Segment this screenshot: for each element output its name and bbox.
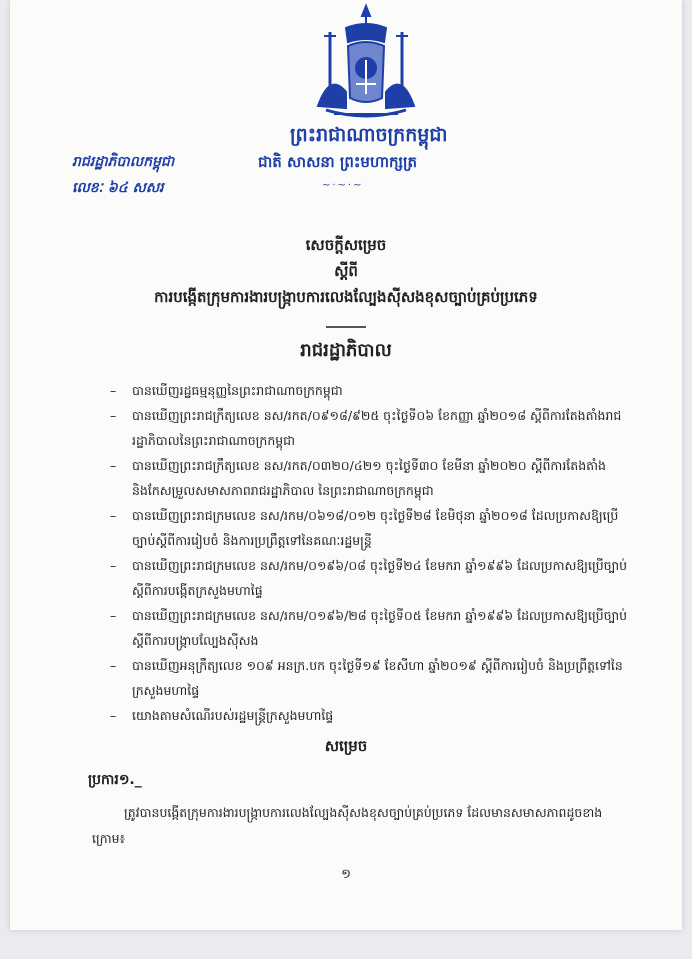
legal-basis-item: – បានឃើញព្រះរាជក្រមលេខ នស/រកម/០១៩៦/២៨ ចុះថ្ងៃទី០៥ ខែមករា ឆ្នាំ១៩៩៦ ដែលប្រកាសឱ្យប្រើច្បាប់ស្ដីពីការបង្ក្រាបល្បែងស៊ីសង xyxy=(110,608,628,648)
article-text: ត្រូវបានបង្កើតក្រុមការងារបង្ក្រាបការលេងល្បែងស៊ីសងខុសច្បាប់គ្រប់ប្រភេទ ដែលមានសមាសភាពដូចខាងក្រោម៖ xyxy=(92,805,603,846)
issuer-heading: រាជរដ្ឋាភិបាល xyxy=(300,340,392,361)
legal-basis-item: – បានឃើញព្រះរាជក្រឹត្យលេខ នស/រកត/០៩១៨/៩២៥ ចុះថ្ងៃទី០៦ ខែកញ្ញា ឆ្នាំ២០១៨ ស្ដីពីការតែងតាំងរាជរដ្ឋាភិបាលនៃព្រះរាជាណាចក្រកម្ពុជា xyxy=(110,408,622,448)
subject-label: ស្ដីពី xyxy=(334,262,358,280)
decision-heading: សម្រេច xyxy=(324,737,368,755)
article-label: ប្រការ១._ xyxy=(88,772,142,788)
issuing-authority: រាជរដ្ឋាភិបាលកម្ពុជា xyxy=(72,154,175,170)
subject-title: ការបង្កើតក្រុមការងារបង្ក្រាបការលេងល្បែងស៊ីសងខុសច្បាប់គ្រប់ប្រភេទ xyxy=(154,288,538,306)
document-type-title: សេចក្ដីសម្រេច xyxy=(305,236,387,254)
legal-basis-item: – បានឃើញព្រះរាជក្រឹត្យលេខ នស/រកត/០៣២០/៤២១ ចុះថ្ងៃទី៣០ ខែមីនា ឆ្នាំ២០២០ ស្ដីពីការតែងតាំង និងកែសម្រួលសមាសភាពរាជរដ្ឋាភិបាល នៃព្រះរាជាណាចក្រកម្ពុជា xyxy=(110,458,606,498)
legal-basis-item: – យោងតាមសំណើរបស់រដ្ឋមន្ត្រីក្រសួងមហាផ្ទៃ xyxy=(110,708,334,723)
national-motto: ជាតិ សាសនា ព្រះមហាក្សត្រ xyxy=(258,153,417,171)
document-page xyxy=(10,0,682,930)
page-number: ១ xyxy=(341,867,351,882)
legal-basis-item: – បានឃើញអនុក្រឹត្យលេខ ១០៩ អនក្រ.បក ចុះថ្ងៃទី១៩ ខែសីហា ឆ្នាំ២០១៩ ស្ដីពីការរៀបចំ និងប្រព្រឹត្តទៅនៃក្រសួងមហាផ្ទៃ xyxy=(110,658,623,698)
legal-basis-item: – បានឃើញព្រះរាជក្រមលេខ នស/រកម/០១៩៦/០៨ ចុះថ្ងៃទី២៤ ខែមករា ឆ្នាំ១៩៩៦ ដែលប្រកាសឱ្យប្រើច្បាប់ស្ដីពីការបង្កើតក្រសួងមហាផ្ទៃ xyxy=(110,558,628,598)
legal-basis-item: – បានឃើញរដ្ឋធម្មនុញ្ញនៃព្រះរាជាណាចក្រកម្ពុជា xyxy=(110,383,343,398)
legal-basis-list xyxy=(110,378,640,728)
kingdom-title: ព្រះរាជាណាចក្រកម្ពុជា xyxy=(290,124,448,146)
title-divider xyxy=(326,326,366,328)
ornament-divider: ~·~·~ xyxy=(322,180,364,191)
legal-basis-item: – បានឃើញព្រះរាជក្រមលេខ នស/រកម/០៦១៨/០១២ ចុះថ្ងៃទី២៨ ខែមិថុនា ឆ្នាំ២០១៨ ដែលប្រកាសឱ្យប្រើច្បាប់ស្ដីពីការរៀបចំ និងការប្រព្រឹត្តទៅនៃគណៈរដ្ឋមន្ត្រី xyxy=(110,508,619,548)
royal-coat-of-arms-logo xyxy=(310,2,422,120)
reference-number: លេខៈ ៦៤ សសរ xyxy=(72,180,164,196)
